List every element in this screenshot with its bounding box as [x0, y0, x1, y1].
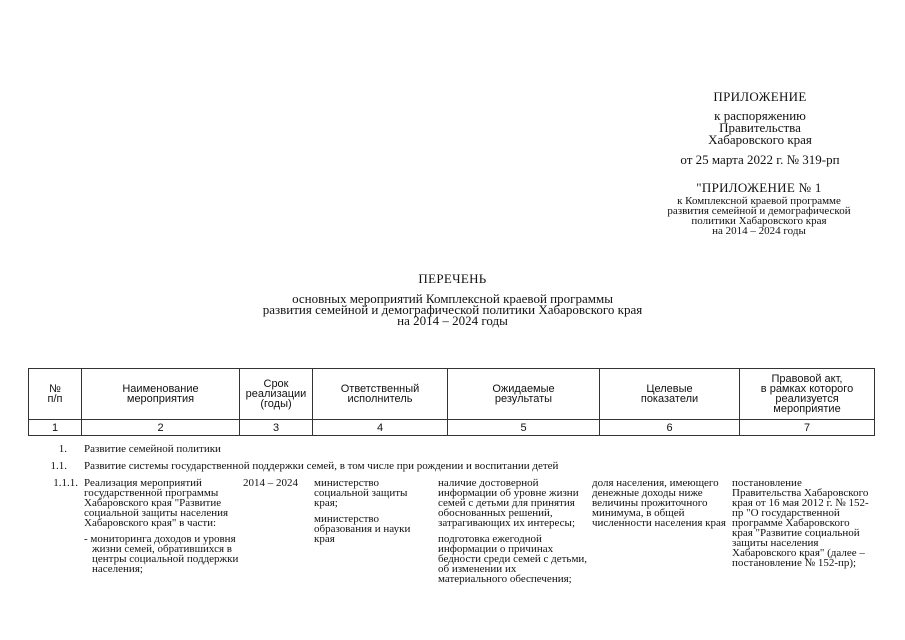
section-number: 1.1. [50, 460, 67, 472]
appendix1-line: на 2014 – 2024 годы [712, 225, 806, 237]
measure-name-cell [84, 478, 240, 580]
col-number: 5 [448, 420, 600, 436]
col-number: 6 [600, 420, 740, 436]
indicators-text: доля населения, имеющего денежные доходы ниже величины прожиточного минимума, в общей численности населения края [592, 477, 726, 529]
measure-results-cell [438, 478, 588, 590]
section-title: Развитие семейной политики [84, 443, 221, 455]
list-title-line: на 2014 – 2024 годы [397, 313, 508, 328]
results-text: подготовка ежегодной информации о причинах бедности среди семей с детьми, об изменении их материального обеспечения; [438, 533, 588, 585]
appendix1-line: политики Хабаровского края [691, 215, 827, 227]
list-title [200, 271, 705, 326]
list-title-line: развития семейной и демографической политики Хабаровского края [262, 302, 643, 317]
measure-legal-act-cell [732, 478, 872, 574]
header-results: Ожидаемые результаты [448, 369, 600, 420]
list-title-heading: ПЕРЕЧЕНЬ [418, 271, 487, 286]
appendix1-line: развития семейной и демографической [667, 205, 851, 217]
executor-text: министерство социальной защиты края; [314, 477, 408, 509]
appendix-line: к распоряжению [714, 108, 806, 123]
measure-number: 1.1.1. [53, 477, 78, 489]
appendix-line: Правительства [719, 120, 801, 135]
appendix1-line: к Комплексной краевой программе [677, 195, 841, 207]
appendix-heading: ПРИЛОЖЕНИЕ [713, 89, 807, 104]
col-number: 2 [82, 420, 240, 436]
measure-name-text: Реализация мероприятий государственной программы Хабаровского края "Развитие социальной защиты населения Хабаровского края" в части: [84, 477, 229, 529]
header-executor: Ответственный исполнитель [313, 369, 448, 420]
executor-text: министерство образования и науки края [314, 513, 411, 545]
section-number: 1. [58, 443, 67, 455]
appendix-line: Хабаровского края [708, 132, 812, 147]
appendix-header [640, 89, 880, 168]
header-indicators: Целевые показатели [600, 369, 740, 420]
col-number: 7 [740, 420, 875, 436]
col-number: 1 [29, 420, 82, 436]
measure-indicators-cell [592, 478, 726, 534]
section-title: Развитие системы государственной поддержки семей, в том числе при рождении и воспитании детей [84, 460, 559, 472]
col-number: 3 [240, 420, 313, 436]
header-name: Наименование мероприятия [82, 369, 240, 420]
header-legal-act: Правовой акт, в рамках которого реализуется мероприятие [740, 369, 875, 420]
measure-name-item: - мониторинга доходов и уровня жизни семей, обратившихся в центры социальной поддержки населения; [84, 533, 239, 575]
appendix1-heading: "ПРИЛОЖЕНИЕ № 1 [696, 180, 822, 195]
header-period: Срок реализации (годы) [240, 369, 313, 420]
measure-period: 2014 – 2024 [243, 477, 298, 489]
measure-executor-cell [314, 478, 432, 550]
col-number: 4 [313, 420, 448, 436]
header-number: № п/п [29, 369, 82, 420]
legal-act-text: постановление Правительства Хабаровского края от 16 мая 2012 г. № 152-пр "О государственной программе Хабаровского края "Развитие социальной защиты населения Хабаровского края" (далее – постановление № 152-пр); [732, 477, 869, 569]
appendix-date: от 25 марта 2022 г. № 319-рп [680, 152, 840, 167]
list-title-line: основных мероприятий Комплексной краевой программы [292, 291, 613, 306]
measures-table-header [28, 368, 875, 436]
results-text: наличие достоверной информации об уровне жизни семей с детьми для принятия обоснованных решений, затрагивающих их интересы; [438, 477, 579, 529]
appendix1-header [628, 180, 890, 236]
